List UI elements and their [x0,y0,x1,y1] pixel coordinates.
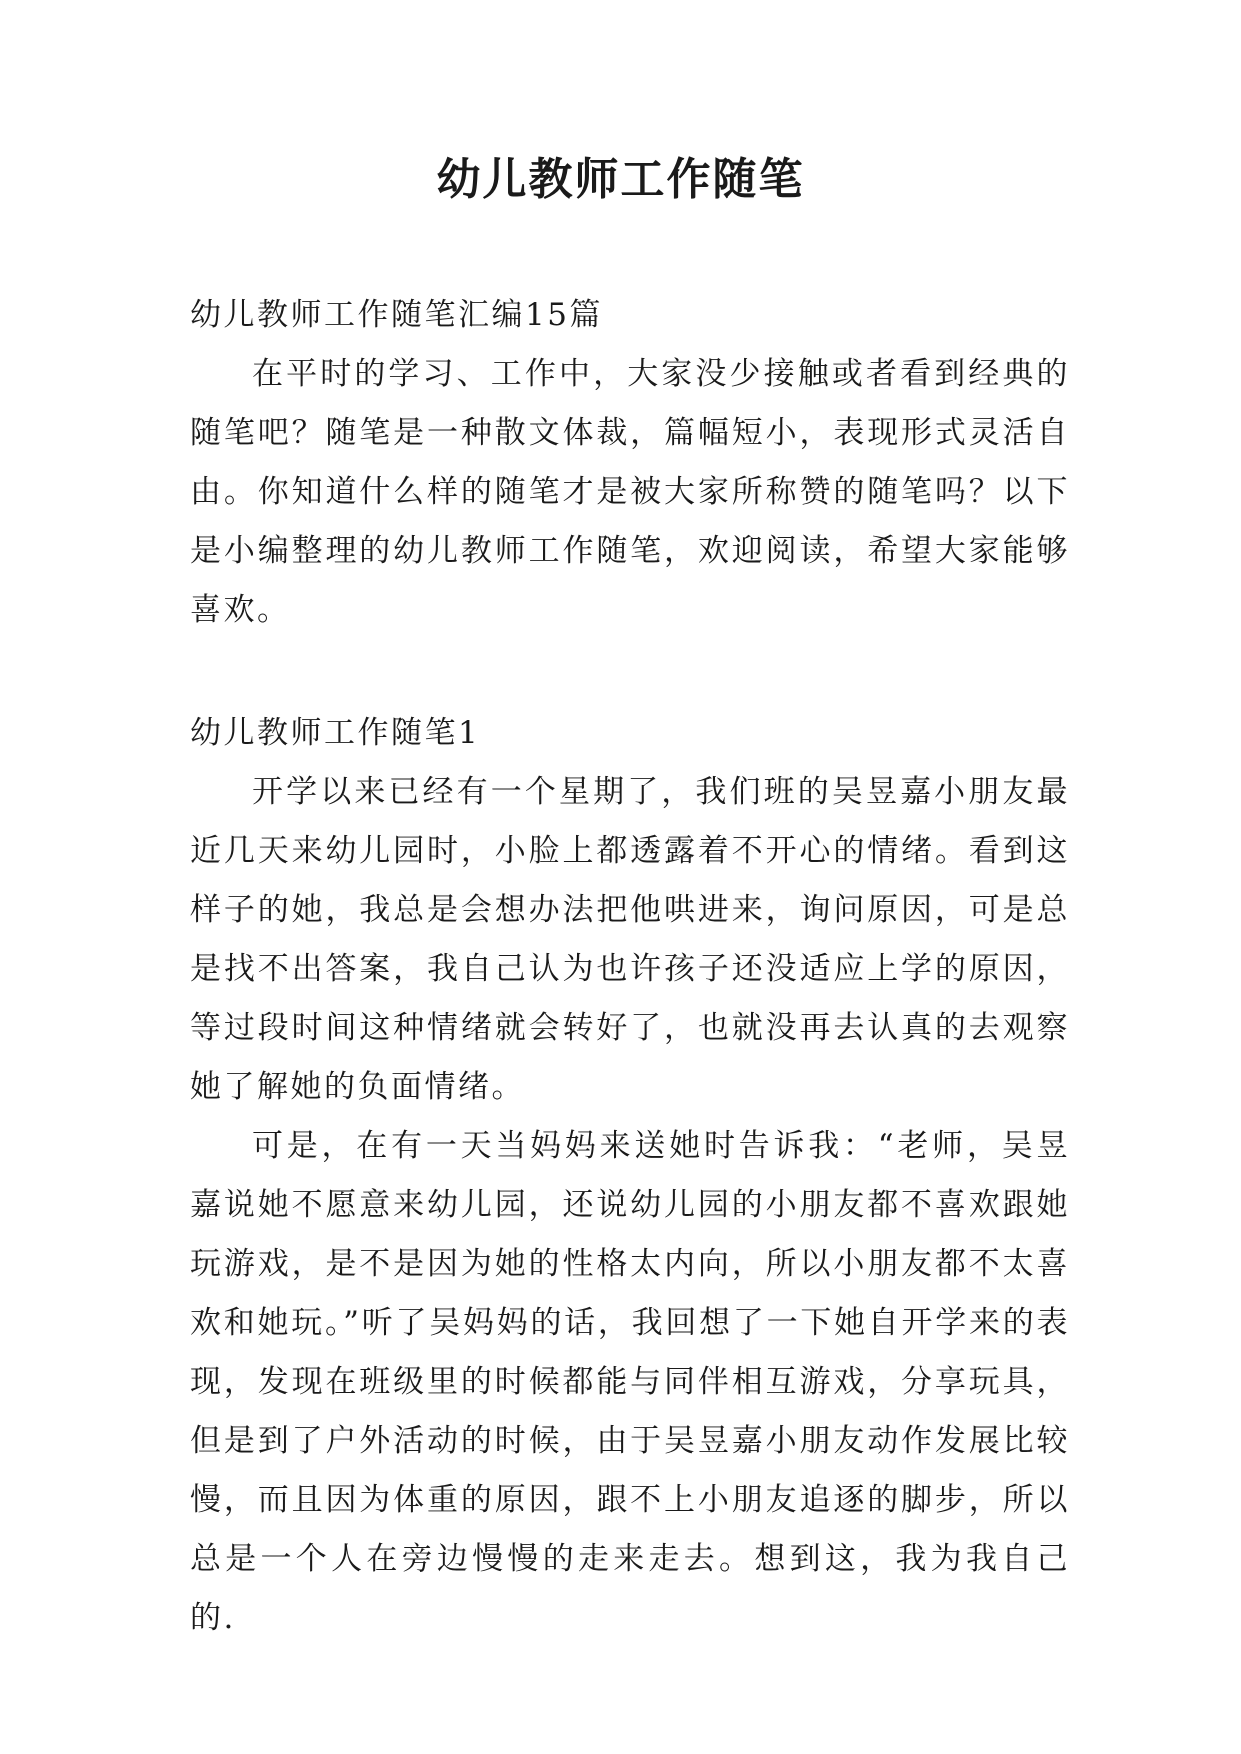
section-gap [190,640,1070,704]
article-paragraph: 开学以来已经有一个星期了，我们班的吴昱嘉小朋友最近几天来幼儿园时，小脸上都透露着不开心的情绪。看到这样子的她，我总是会想办法把他哄进来，询问原因，可是总是找不出答案，我自己认为也许孩子还没适应上学的原因，等过段时间这种情绪就会转好了，也就没再去认真的去观察她了解她的负面情绪。 [190,774,1070,1105]
intro-paragraph: 在平时的学习、工作中，大家没少接触或者看到经典的随笔吧？随笔是一种散文体裁，篇幅短小，表现形式灵活自由。你知道什么样的随笔才是被大家所称赞的随笔吗？以下是小编整理的幼儿教师工作随笔，欢迎阅读，希望大家能够喜欢。 [190,356,1070,628]
document-title: 幼儿教师工作随笔 [436,154,805,205]
article-paragraph: 可是，在有一天当妈妈来送她时告诉我：“老师，吴昱嘉说她不愿意来幼儿园，还说幼儿园的小朋友都不喜欢跟她玩游戏，是不是因为她的性格太内向，所以小朋友都不太喜欢和她玩。”听了吴妈妈的话，我回想了一下她自开学来的表现，发现在班级里的时候都能与同伴相互游戏，分享玩具，但是到了户外活动的时候，由于吴昱嘉小朋友动作发展比较慢，而且因为体重的原因，跟不上小朋友追逐的脚步，所以总是一个人在旁边慢慢的走来走去。想到这，我为我自己的. [190,1128,1070,1636]
article-heading: 幼儿教师工作随笔1 [190,715,481,751]
document-body [190,286,1070,1648]
collection-heading: 幼儿教师工作随笔汇编15篇 [190,297,603,333]
